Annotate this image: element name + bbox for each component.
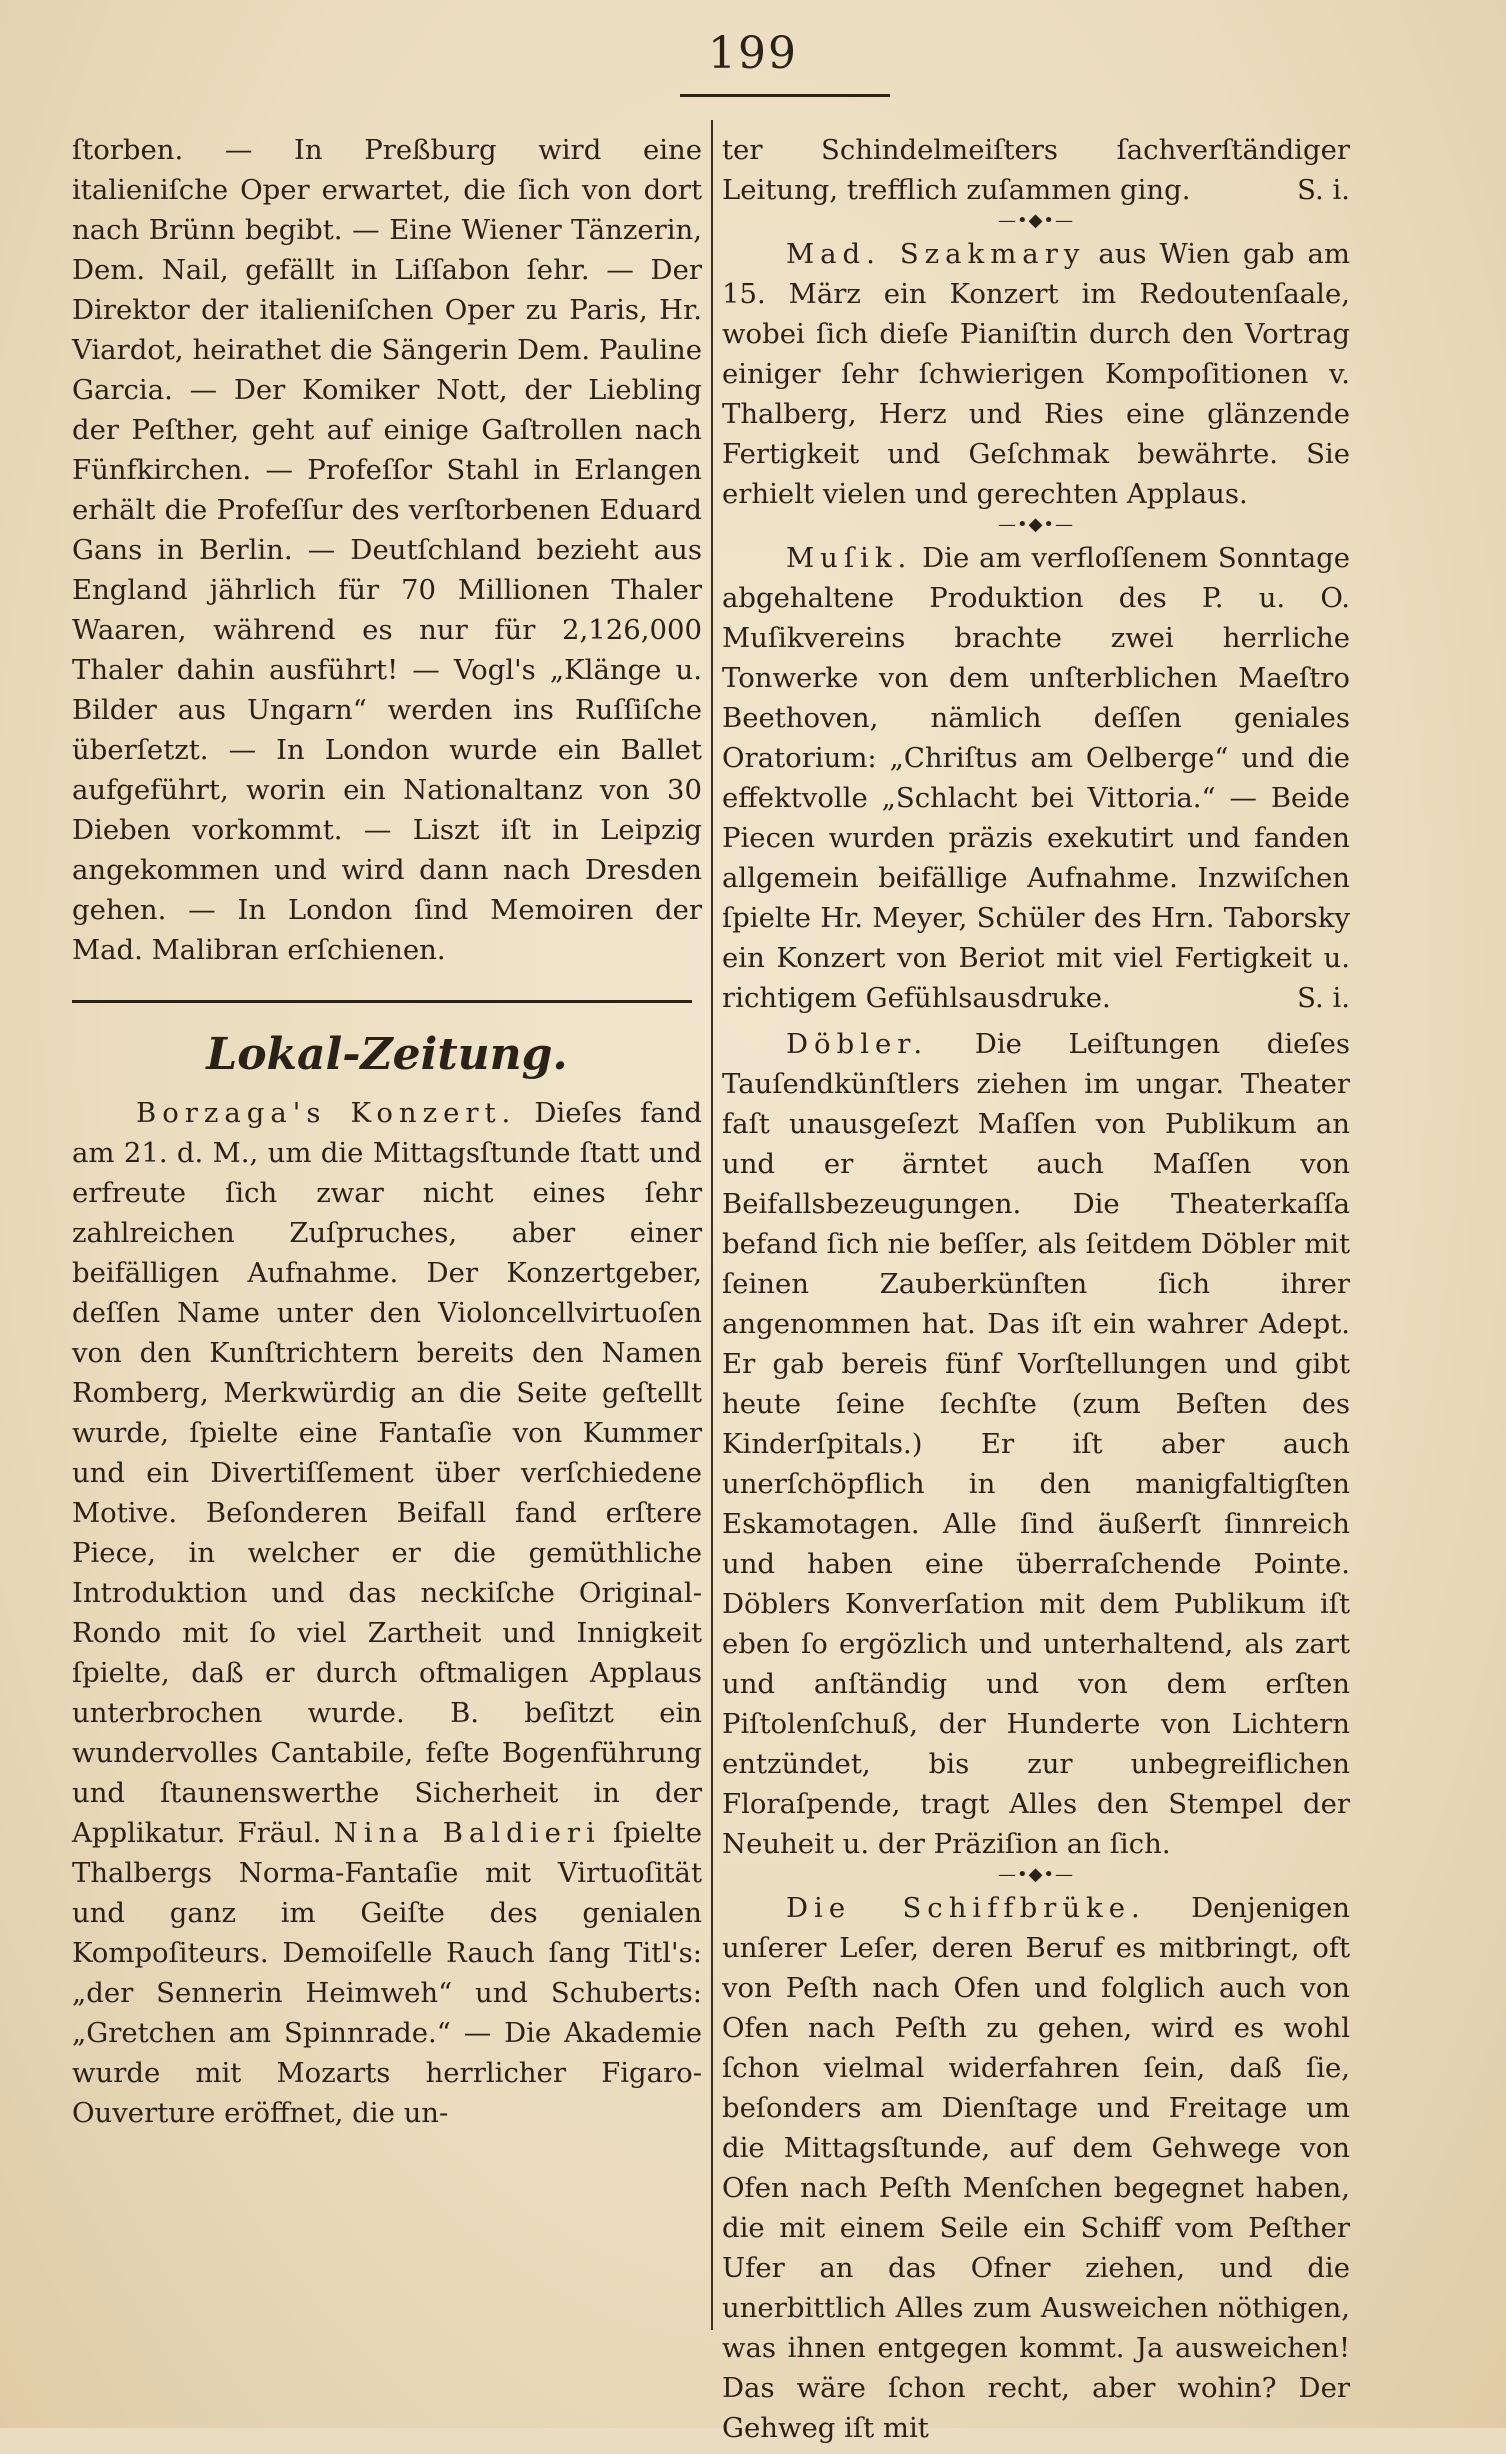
column-divider — [711, 120, 713, 2330]
doebler-lead: Döbler. — [786, 1028, 929, 1060]
bruecke-article — [722, 1888, 1350, 2448]
szakmary-text: aus Wien gab am 15. März ein Konzert im Redoutenſaale, wobei ſich dieſe Pianiſtin durch den Vortrag einiger ſehr ſchwierigen Kompoſitionen v. Thalberg, Herz und Ries eine glänzende Fertigkeit und Geſchmak bewährte. Sie erhielt vielen und gerechten Applaus. — [722, 238, 1350, 510]
signature: S. i. — [1297, 174, 1350, 206]
news-paragraph: ſtorben. — In Preßburg wird eine italieniſche Oper erwartet, die ſich von dort nach Brünn begibt. — Eine Wiener Tänzerin, Dem. Nail, gefällt in Liſſabon ſehr. — Der Direktor der italieniſchen Oper zu Paris, Hr. Viardot, heirathet die Sängerin Dem. Pauline Garcia. — Der Komiker Nott, der Liebling der Peſther, geht auf einige Gaſtrollen nach Fünfkirchen. — Profeſſor Stahl in Erlangen erhält die Profeſſur des verſtorbenen Eduard Gans in Berlin. — Deutſchland bezieht aus England jährlich für 70 Millionen Thaler Waaren, während es nur für 2,126,000 Thaler dahin ausführt! — Vogl's „Klänge u. Bilder aus Ungarn“ werden ins Ruſſiſche überſetzt. — In London wurde ein Ballet aufgeführt, worin ein Nationaltanz von 30 Dieben vorkommt. — Liszt iſt in Leipzig angekommen und wird dann nach Dresden gehen. — In London ſind Memoiren der Mad. Malibran erſchienen. — [72, 134, 702, 966]
header-rule — [680, 94, 890, 97]
ornament-divider: —•◆•— — [997, 210, 1075, 231]
konzert-article — [72, 1093, 702, 2133]
doebler-article — [722, 1024, 1350, 1864]
szakmary-lead: Mad. Szakmary — [786, 238, 1086, 270]
musik-text: Die am verfloſſenem Sonntage abgehaltene Produktion des P. u. O. Muſikvereins brachte zwei herrliche Tonwerke von dem unſterblichen Maeſtro Beethoven, nämlich deſſen geniales Oratorium: „Chriſtus am Oelberge“ und die effektvolle „Schlacht bei Vittoria.“ — Beide Piecen wurden präzis exekutirt und fanden allgemein beifällige Aufnahme. Inzwiſchen ſpielte Hr. Meyer, Schüler des Hrn. Taborsky ein Konzert von Beriot mit viel Fertigkeit u. richtigem Gefühlsausdruke. — [722, 542, 1350, 1014]
doebler-text: Die Leiſtungen dieſes Tauſendkünſtlers ziehen im ungar. Theater faſt unausgeſezt Maſſen von Publikum an und er ärntet auch Maſſen von Beifallsbezeugungen. Die Theaterkaſſa befand ſich nie beſſer, als ſeitdem Döbler mit ſeinen Zauberkünſten ſich ihrer angenommen hat. Das iſt ein wahrer Adept. Er gab bereis fünf Vorſtellungen und gibt heute ſeine ſechſte (zum Beſten des Kinderſpitals.) Er iſt aber auch unerſchöpflich in den manigfaltigſten Eskamotagen. Alle ſind äußerſt ſinnreich und haben eine überraſchende Pointe. Döblers Konverſation mit dem Publikum iſt eben ſo ergözlich und unterhaltend, als zart und anſtändig und von dem erſten Piſtolenſchuß, der Hunderte von Lichtern entzündet, bis zur unbegreiflichen Floraſpende, tragt Alles den Stempel der Neuheit u. der Präziſion an ſich. — [722, 1028, 1350, 1860]
bruecke-text: Denjenigen unſerer Leſer, deren Beruf es mitbringt, oft von Peſth nach Ofen und folglich auch von Ofen nach Peſth zu gehen, wird es wohl ſchon vielmal widerfahren ſein, daß ſie, beſonders am Dienſtage und Freitage um die Mittagsſtunde, auf dem Gehwege von Ofen nach Peſth Menſchen begegnet haben, die mit einem Seile ein Schiff vom Peſther Ufer an das Ofner ziehen, und die unerbittlich Alles zum Ausweichen nöthigen, was ihnen entgegen kommt. Ja ausweichen! Das wäre ſchon recht, aber wohin? Der Gehweg iſt mit — [722, 1892, 1350, 2444]
continuation-article — [722, 130, 1350, 210]
ornament-divider: —•◆•— — [997, 514, 1075, 535]
page-number: 199 — [708, 28, 798, 79]
ornament-divider: —•◆•— — [997, 1864, 1075, 1885]
left-column — [72, 130, 702, 2143]
right-column — [722, 130, 1350, 2454]
bruecke-lead: Die Schiffbrüke. — [786, 1892, 1146, 1924]
signature: S. i. — [1297, 982, 1350, 1014]
musik-article — [722, 538, 1350, 1018]
konzert-text2: ſpielte Thalbergs Norma-Fantaſie mit Virtuoſität und ganz im Geiſte des genialen Kompoſiteurs. Demoiſelle Rauch ſang Titl's: „der Sennerin Heimweh“ und Schuberts: „Gretchen am Spinnrade.“ — Die Akademie wurde mit Mozarts herrlicher Figaro-Ouverture eröffnet, die un- — [72, 1817, 702, 2129]
section-rule — [72, 1000, 692, 1003]
section-title: Lokal-Zeitung. — [206, 1029, 568, 1080]
continuation-text: ter Schindelmeiſters ſachverſtändiger Leitung, trefflich zuſammen ging. — [722, 134, 1350, 206]
konzert-name: Nina Baldieri — [333, 1817, 601, 1849]
szakmary-article — [722, 234, 1350, 514]
konzert-text: Dieſes fand am 21. d. M., um die Mittagsſtunde ſtatt und erfreute ſich zwar nicht eines ſehr zahlreichen Zuſpruches, aber einer beifälligen Aufnahme. Der Konzertgeber, deſſen Name unter den Violoncellvirtuoſen von den Kunſtrichtern bereits den Namen Romberg, Merkwürdig an die Seite geſtellt wurde, ſpielte eine Fantaſie von Kummer und ein Divertiſſement über verſchiedene Motive. Beſonderen Beifall fand erſtere Piece, in welcher er die gemüthliche Introduktion und das neckiſche Original-Rondo mit ſo viel Zartheit und Innigkeit ſpielte, daß er durch oftmaligen Applaus unterbrochen wurde. B. beſitzt ein wundervolles Cantabile, feſte Bogenführung und ſtaunenswerthe Sicherheit in der Applikatur. Fräul. — [72, 1097, 702, 1849]
musik-lead: Muſik. — [786, 542, 913, 574]
konzert-lead: Borzaga's Konzert. — [136, 1097, 517, 1129]
